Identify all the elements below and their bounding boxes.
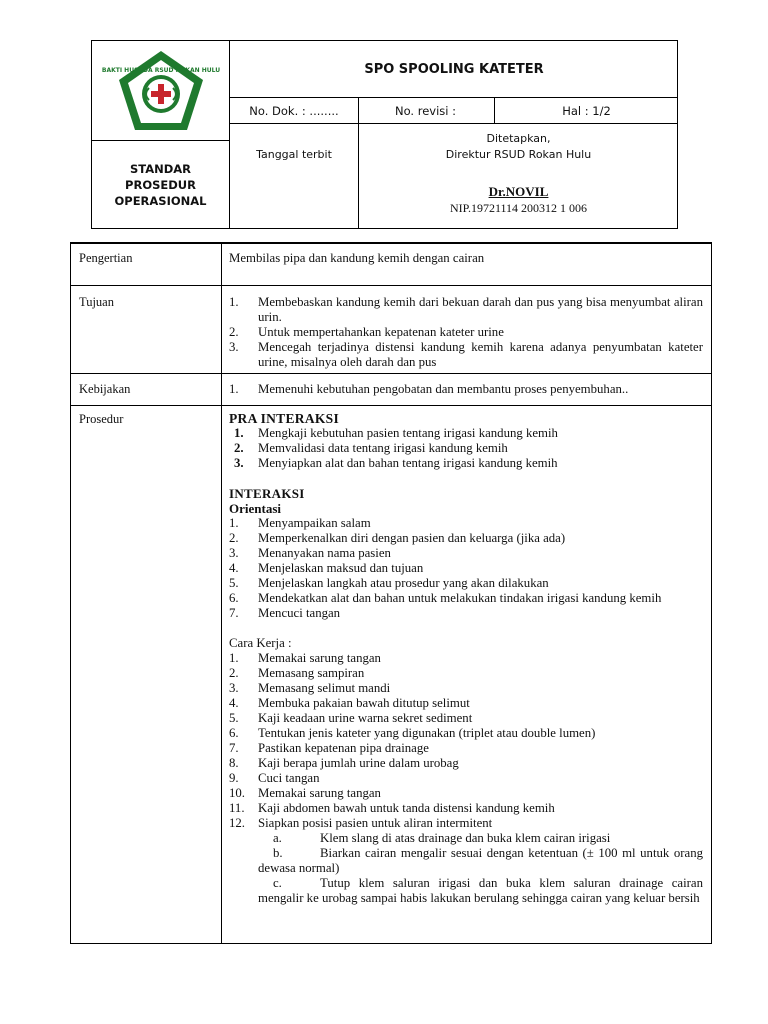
title-text: SPO SPOOLING KATETER [364,61,544,77]
director-name: Dr.NOVIL [488,184,549,199]
row-kebijakan [71,373,711,405]
no-revisi [359,98,494,123]
list-item: 8. Kaji berapa jumlah urine dalam urobag [229,756,459,770]
list-item: 5. Menjelaskan langkah atau prosedur yang akan dilakukan [229,576,549,590]
procedure-table [70,242,712,944]
sub-list-item: c. Tutup klem saluran irigasi dan buka klem saluran drainage cairan mengalir ke urobag sampai habis lakukan berulang sehingga cairan yang keluar bersih [258,876,703,905]
pra-interaksi-list [229,426,703,471]
document-header [91,40,678,229]
no-revisi-text: No. revisi : [395,103,457,118]
prosedur-text: PROSEDUR [125,177,196,192]
list-item: 2. Memasang sampiran [229,666,365,680]
director-nip: NIP.19721114 200312 1 006 [449,201,588,215]
label-kebijakan: Kebijakan [79,382,131,396]
list-item: 1. Membebaskan kandung kemih dari bekuan darah dan pus yang bisa menyumbat aliran urin. [229,295,703,324]
list-item: 5. Kaji keadaan urine warna sekret sediment [229,711,473,725]
operasional-text: OPERASIONAL [114,193,207,208]
list-item: 7. Pastikan kepatenan pipa drainage [229,741,429,755]
direktur-text: Direktur RSUD Rokan Hulu [445,148,592,161]
list-item: 9. Cuci tangan [229,771,320,785]
penetapan-block [359,131,678,216]
interaksi-title: INTERAKSI [229,486,305,501]
standar-prosedur-operasional [92,141,229,228]
list-item: 2. Memvalidasi data tentang irigasi kandung kemih [234,441,508,455]
list-item: 4. Membuka pakaian bawah ditutup selimut [229,696,470,710]
list-item: 6. Tentukan jenis kateter yang digunakan (triplet atau double lumen) [229,726,596,740]
list-item: 2. Memperkenalkan diri dengan pasien dan keluarga (jika ada) [229,531,566,545]
no-dok-text: No. Dok. : ........ [249,103,339,118]
list-item: 3. Memasang selimut mandi [229,681,391,695]
halaman [495,98,678,123]
list-item: 3. Mencegah terjadinya distensi kandung kemih karena adanya penyumbatan kateter urine, misalnya oleh darah dan pus [229,340,703,369]
list-item: 11. Kaji abdomen bawah untuk tanda distensi kandung kemih [229,801,555,815]
pra-interaksi-title: PRA INTERAKSI [229,411,340,426]
list-item: 6. Mendekatkan alat dan bahan untuk melakukan tindakan irigasi kandung kemih [229,591,662,605]
list-item: 1. Memenuhi kebutuhan pengobatan dan membantu proses penyembuhan.. [229,382,629,396]
label-tujuan: Tujuan [79,295,114,309]
label-prosedur: Prosedur [79,412,124,426]
tanggal-terbit [230,148,358,161]
label-pengertian: Pengertian [79,251,133,265]
cara-kerja-title: Cara Kerja : [229,636,292,650]
ditetapkan-text: Ditetapkan, [486,132,551,145]
list-item: 10. Memakai sarung tangan [229,786,381,800]
tanggal-terbit-text: Tanggal terbit [256,148,332,161]
logo-text: BAKTI HUSADA RSUD ROKAN HULU [101,66,220,74]
tujuan-list [229,295,703,370]
prosedur-content [229,411,703,906]
row-pengertian [71,243,711,285]
document-title [230,41,678,97]
row-prosedur [71,405,711,943]
list-item: 3. Menyiapkan alat dan bahan tentang irigasi kandung kemih [234,456,558,470]
row-tujuan [71,285,711,373]
no-dok [230,98,358,123]
kebijakan-list [229,382,703,397]
standar-text: STANDAR [129,161,192,176]
list-item: 3. Menanyakan nama pasien [229,546,391,560]
list-item: 4. Menjelaskan maksud dan tujuan [229,561,424,575]
list-item: 1. Mengkaji kebutuhan pasien tentang irigasi kandung kemih [234,426,558,440]
sub-list-item: b. Biarkan cairan mengalir sesuai dengan ketentuan (± 100 ml untuk orang dewasa normal) [258,846,703,875]
list-item: 7. Mencuci tangan [229,606,341,620]
list-item: 1. Memakai sarung tangan [229,651,381,665]
list-item: 1. Menyampaikan salam [229,516,371,530]
pengertian-text: Membilas pipa dan kandung kemih dengan cairan [229,251,485,265]
list-item: 12. Siapkan posisi pasien untuk aliran intermitent [229,816,493,830]
hospital-logo [92,41,229,140]
sub-list-item: a. Klem slang di atas drainage dan buka klem cairan irigasi [273,831,611,845]
orientasi-title: Orientasi [229,501,281,516]
halaman-text: Hal : 1/2 [562,103,611,118]
sub-list [229,831,703,906]
cara-kerja-list [229,651,703,831]
list-item: 2. Untuk mempertahankan kepatenan kateter urine [229,325,504,339]
orientasi-list [229,516,703,621]
